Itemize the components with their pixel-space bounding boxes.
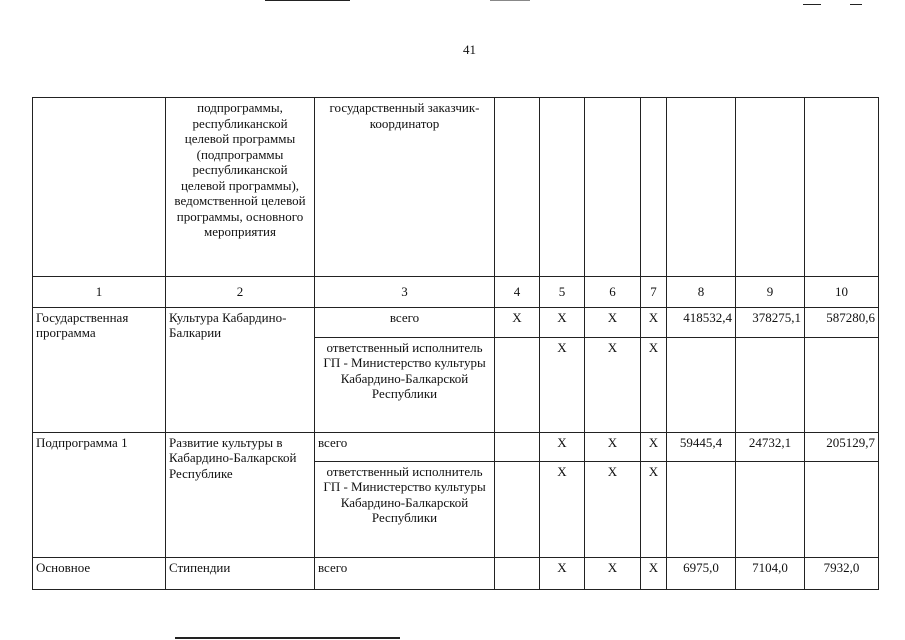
table-row: [33, 432, 879, 461]
cell: 7104,0: [736, 557, 805, 589]
total-label: всего: [315, 432, 495, 461]
column-number-row: [33, 277, 879, 308]
cell: 59445,4: [667, 432, 736, 461]
col-number: 9: [736, 277, 805, 308]
row-type: Государственная программа: [33, 307, 166, 432]
cell: 587280,6: [805, 307, 879, 337]
table-row: [33, 307, 879, 337]
scan-mark: [175, 637, 400, 639]
cell: 6975,0: [667, 557, 736, 589]
row-name: Стипендии: [166, 557, 315, 589]
page-number: 41: [463, 42, 476, 57]
cell: 418532,4: [667, 307, 736, 337]
table-row: [33, 557, 879, 589]
col-number: 1: [33, 277, 166, 308]
col-number: 3: [315, 277, 495, 308]
row-type: Основное: [33, 557, 166, 589]
cell: Х: [641, 432, 667, 461]
col-number: 2: [166, 277, 315, 308]
cell: Х: [540, 307, 585, 337]
cell: Х: [641, 461, 667, 557]
col-number: 6: [585, 277, 641, 308]
total-label: всего: [315, 557, 495, 589]
cell: Х: [585, 337, 641, 432]
cell: Х: [585, 307, 641, 337]
cell: Х: [641, 337, 667, 432]
col-number: 7: [641, 277, 667, 308]
cell: 7932,0: [805, 557, 879, 589]
header-col2: подпрограммы, республиканской целевой программы (подпрограммы республиканской целевой программы), ведомственной целевой программы, основного мероприятия: [166, 98, 315, 277]
col-number: 8: [667, 277, 736, 308]
cell: Х: [585, 432, 641, 461]
cell: Х: [540, 337, 585, 432]
header-col3: государственный заказчик-координатор: [315, 98, 495, 277]
cell: 205129,7: [805, 432, 879, 461]
col-number: 4: [495, 277, 540, 308]
cell: 24732,1: [736, 432, 805, 461]
scan-mark: [490, 0, 530, 1]
row-type: Подпрограмма 1: [33, 432, 166, 557]
scan-mark: [265, 0, 350, 1]
executor-label: ответственный исполнитель ГП - Министерство культуры Кабардино-Балкарской Республики: [315, 461, 495, 557]
cell: Х: [585, 461, 641, 557]
cell: Х: [641, 307, 667, 337]
cell: Х: [495, 307, 540, 337]
row-name: Культура Кабардино-Балкарии: [166, 307, 315, 432]
col-number: 10: [805, 277, 879, 308]
scan-mark: [803, 4, 821, 5]
row-name: Развитие культуры в Кабардино-Балкарской Республике: [166, 432, 315, 557]
cell: Х: [540, 461, 585, 557]
header-col1: [33, 98, 166, 277]
scan-mark: [850, 4, 862, 5]
col-number: 5: [540, 277, 585, 308]
cell: Х: [585, 557, 641, 589]
total-label: всего: [315, 307, 495, 337]
cell: Х: [641, 557, 667, 589]
cell: Х: [540, 432, 585, 461]
header-row: [33, 98, 879, 277]
budget-table: [32, 97, 879, 590]
cell: Х: [540, 557, 585, 589]
executor-label: ответственный исполнитель ГП - Министерство культуры Кабардино-Балкарской Республики: [315, 337, 495, 432]
cell: 378275,1: [736, 307, 805, 337]
